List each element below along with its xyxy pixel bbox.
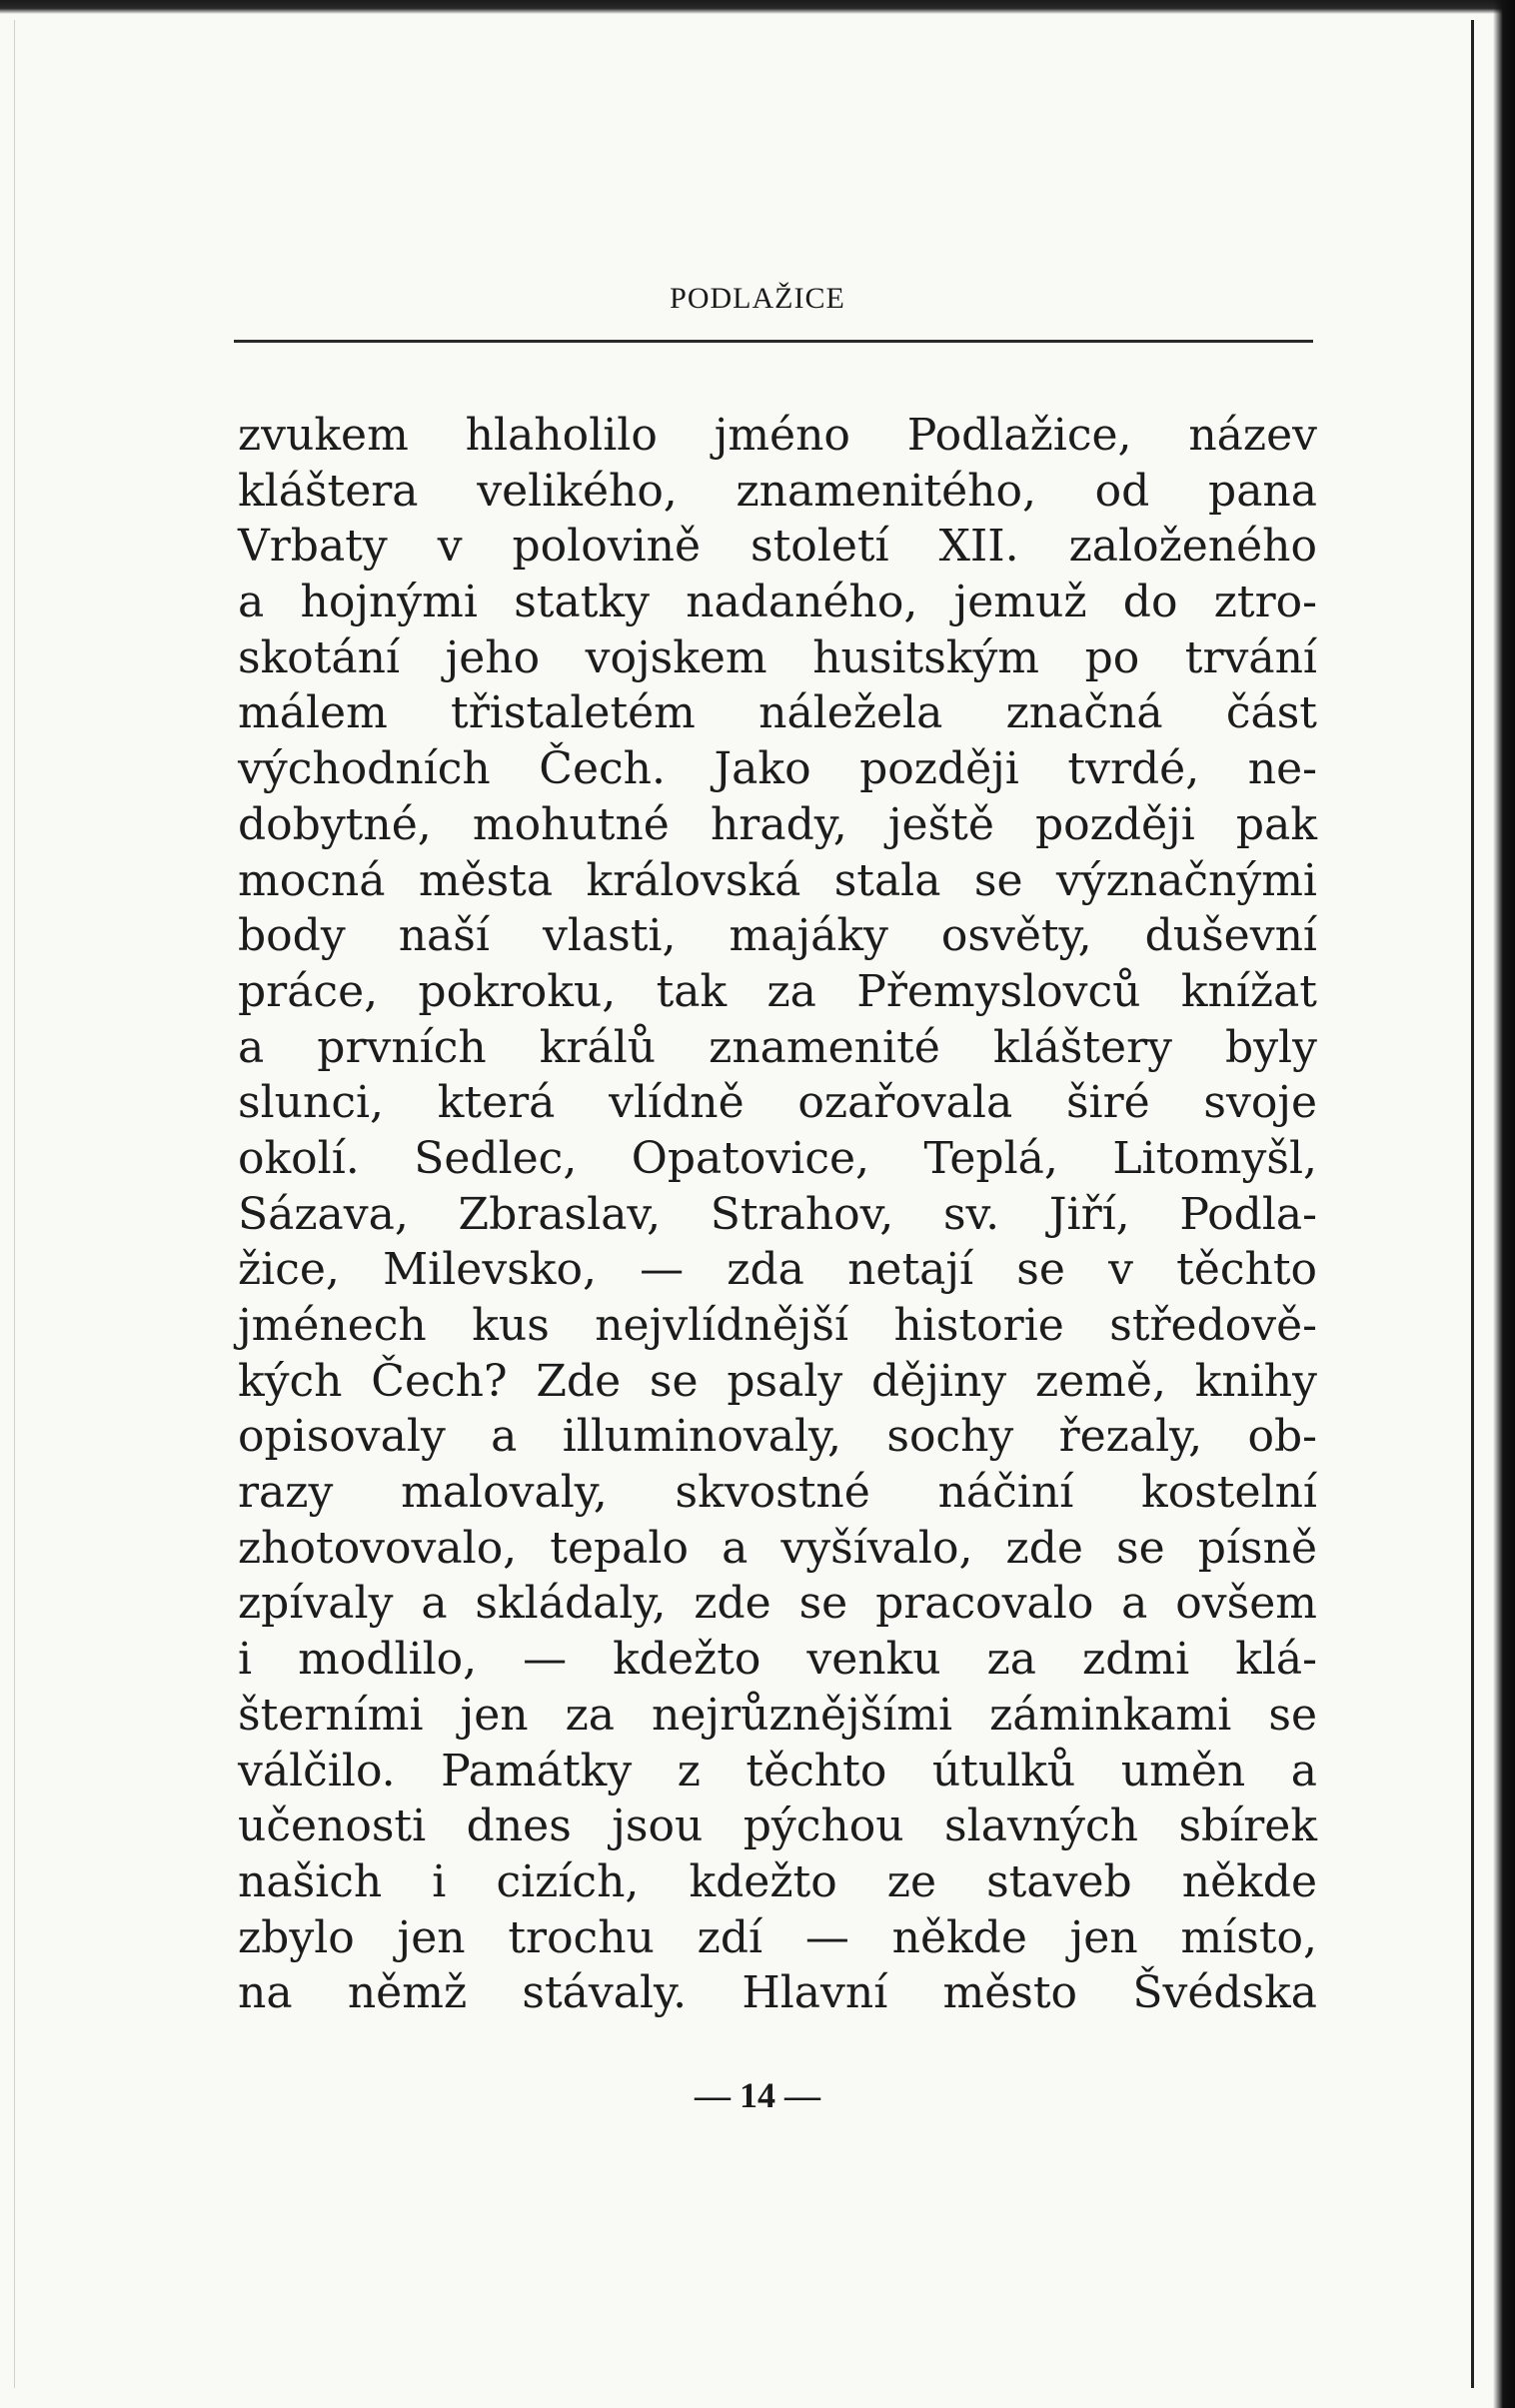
text-line: Sázava, Zbraslav, Strahov, sv. Jiří, Podla-	[238, 1188, 1317, 1240]
running-head: PODLAŽICE	[670, 282, 845, 315]
text-line: body naší vlasti, majáky osvěty, duševní	[238, 910, 1317, 962]
text-line: i modlilo, — kdežto venku za zdmi klá-	[238, 1634, 1317, 1686]
text-line: našich i cizích, kdežto ze staveb někde	[238, 1855, 1317, 1907]
scan-right-edge-line	[1471, 20, 1474, 2388]
header-rule	[234, 340, 1313, 343]
text-line: zvukem hlaholilo jméno Podlažice, název	[238, 410, 1317, 461]
page-number: — 14 —	[695, 2075, 820, 2115]
text-line: zpívaly a skládaly, zde se pracovalo a ovšem	[238, 1578, 1317, 1630]
text-line: slunci, která vlídně ozařovala širé svoje	[238, 1077, 1317, 1129]
text-line: kláštera velikého, znamenitého, od pana	[238, 465, 1317, 517]
text-line: kých Čech? Zde se psaly dějiny země, knihy	[238, 1355, 1317, 1407]
text-line: opisovaly a illuminovaly, sochy řezaly, ob-	[238, 1411, 1317, 1463]
scan-left-edge	[14, 20, 15, 2388]
text-line: na němž stávaly. Hlavní město Švédska	[238, 1967, 1317, 2019]
body-text	[238, 408, 1317, 2021]
text-line: učenosti dnes jsou pýchou slavných sbírek	[238, 1801, 1317, 1852]
text-line: mocná města královská stala se význačnými	[238, 854, 1317, 906]
text-line: skotání jeho vojskem husitským po trvání	[238, 631, 1317, 683]
text-line: šterními jen za nejrůznějšími záminkami se	[238, 1689, 1317, 1741]
text-line: východních Čech. Jako později tvrdé, ne-	[238, 743, 1317, 795]
text-line: zhotovovalo, tepalo a vyšívalo, zde se písně	[238, 1522, 1317, 1574]
scan-right-shadow	[1493, 0, 1515, 2408]
text-line: žice, Milevsko, — zda netají se v těchto	[238, 1244, 1317, 1296]
text-line: jménech kus nejvlídnější historie středově-	[238, 1300, 1317, 1351]
text-line: okolí. Sedlec, Opatovice, Teplá, Litomyšl,	[238, 1132, 1317, 1184]
text-line: razy malovaly, skvostné náčiní kostelní	[238, 1467, 1317, 1519]
text-line: práce, pokroku, tak za Přemyslovců knížat	[238, 965, 1317, 1017]
text-line: Vrbaty v polovině století XII. založeného	[238, 521, 1317, 573]
text-line: a prvních králů znamenité kláštery byly	[238, 1021, 1317, 1073]
text-line: zbylo jen trochu zdí — někde jen místo,	[238, 1911, 1317, 1963]
text-line: málem třistaletém náležela značná část	[238, 687, 1317, 739]
text-line: a hojnými statky nadaného, jemuž do ztro-	[238, 577, 1317, 628]
text-line: válčilo. Památky z těchto útulků uměn a	[238, 1745, 1317, 1797]
text-line: dobytné, mohutné hrady, ještě později pak	[238, 798, 1317, 850]
scan-top-edge	[0, 0, 1515, 14]
